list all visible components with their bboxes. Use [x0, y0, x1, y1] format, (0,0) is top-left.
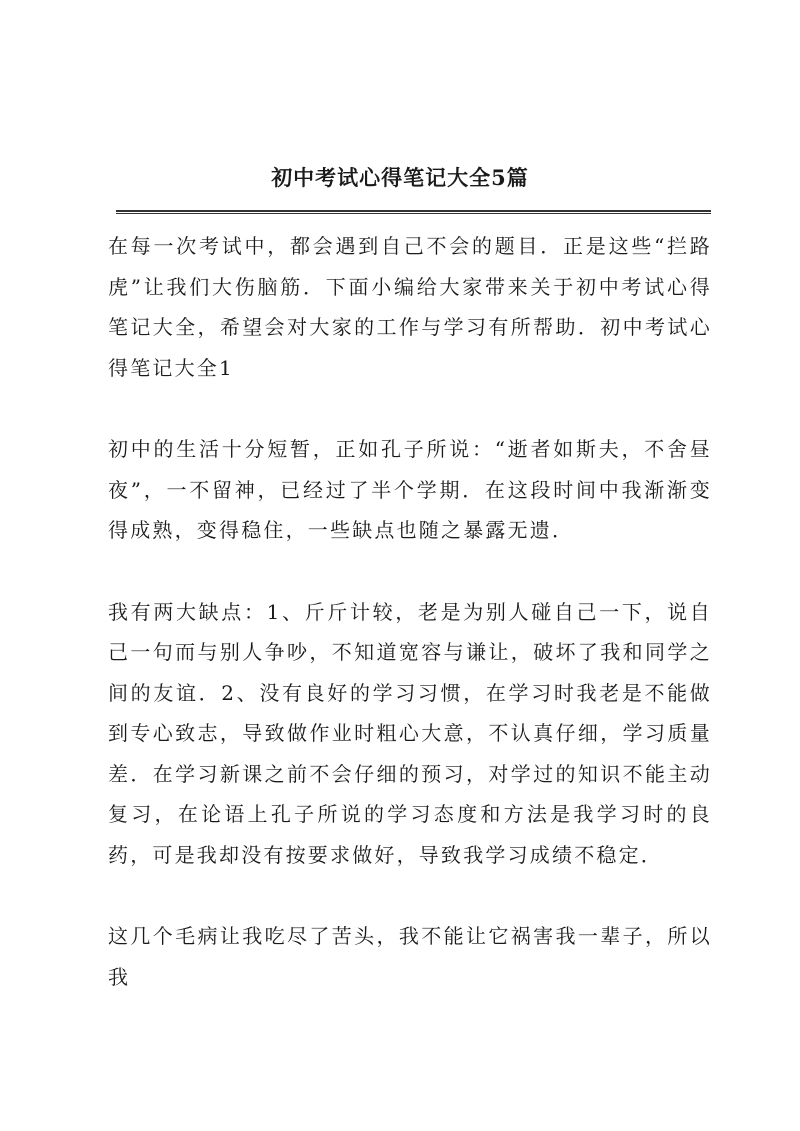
paragraph-intro: 在每一次考试中，都会遇到自己不会的题目．正是这些“拦路虎”让我们大伤脑筋．下面小编给大家带来关于初中考试心得笔记大全，希望会对大家的工作与学习有所帮助．初中考试心得笔记大全1 [108, 234, 712, 380]
paragraph-3: 这几个毛病让我吃尽了苦头，我不能让它祸害我一辈子，所以我 [108, 924, 712, 989]
paragraph-2: 我有两大缺点：1、斤斤计较，老是为别人碰自己一下，说自己一句而与别人争吵，不知道宽容与谦让，破坏了我和同学之间的友谊．2、没有良好的学习习惯，在学习时我老是不能做到专心致志，导致做作业时粗心大意，不认真仔细，学习质量差．在学习新课之前不会仔细的预习，对学过的知识不能主动复习，在论语上孔子所说的学习态度和方法是我学习时的良药，可是我却没有按要求做好，导致我学习成绩不稳定． [108, 599, 712, 867]
title-divider [116, 210, 711, 214]
document-body [108, 226, 712, 1038]
paragraph-1: 初中的生活十分短暂，正如孔子所说：“逝者如斯夫，不舍昼夜”，一不留神，已经过了半个学期．在这段时间中我渐渐变得成熟，变得稳住，一些缺点也随之暴露无遗． [108, 437, 712, 542]
document-title: 初中考试心得笔记大全5篇 [271, 165, 529, 190]
